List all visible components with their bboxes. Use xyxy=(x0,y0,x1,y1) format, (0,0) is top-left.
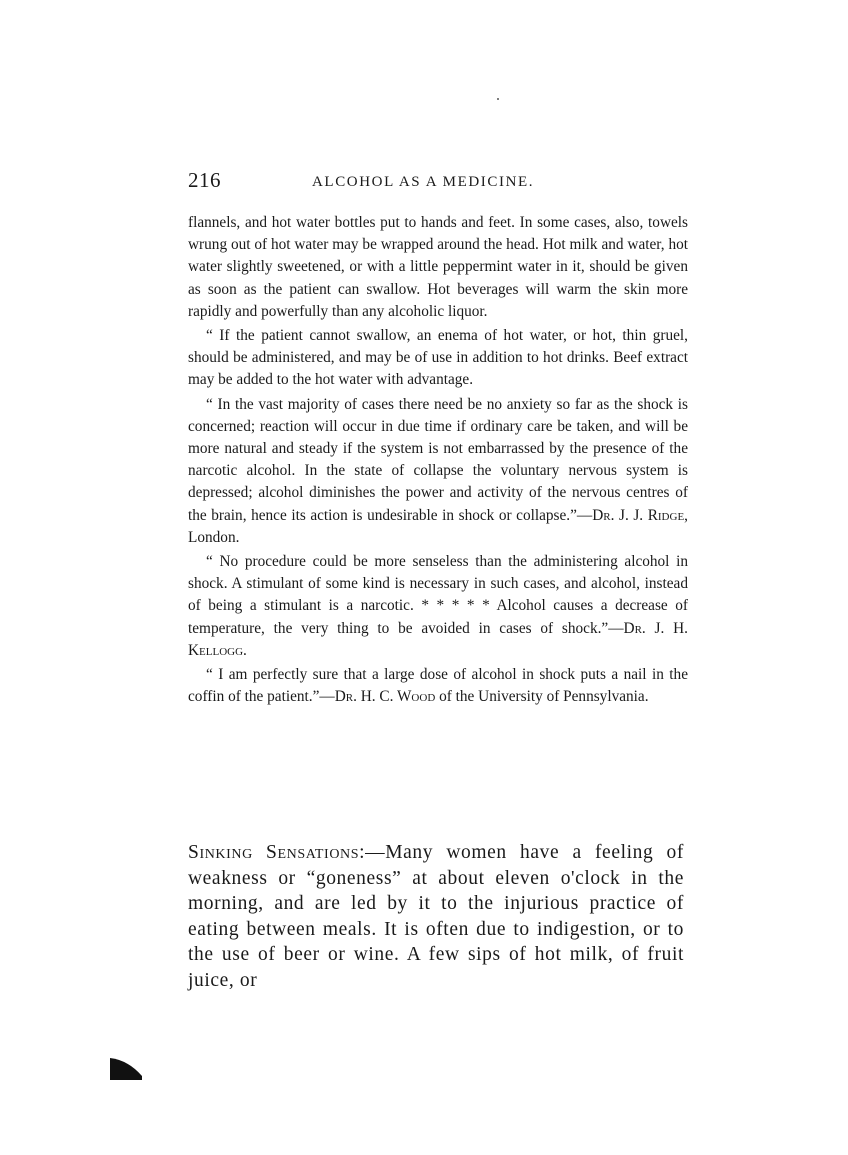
ink-speck xyxy=(497,98,499,100)
ridge-author: Dr. J. J. Ridge xyxy=(592,506,685,524)
running-title: ALCOHOL AS A MEDICINE. xyxy=(312,174,535,190)
quoted-text-block xyxy=(188,212,688,708)
section-sinking-sensations xyxy=(188,840,684,993)
kellogg-author: Dr. J. H. Kellogg xyxy=(188,619,688,659)
page-number: 216 xyxy=(188,168,221,192)
section-body: :—Many women have a feeling of weakness or “goneness” at about eleven o'clock in the morning, and are led by it to the injurious practice of eating between meals. It is often due to indigestion, or to the use of beer or wine. A few sips of hot milk, of fruit juice, or xyxy=(188,842,684,991)
paragraph-wood-quote xyxy=(188,664,688,708)
kellogg-end: . xyxy=(243,641,247,659)
wood-quote-text: “ I am perfectly sure that a large dose of alcohol in shock puts a nail in the coffin of the patient.”— xyxy=(188,666,688,706)
paragraph-enema: “ If the patient cannot swallow, an enema of hot water, or hot, thin gruel, should be administered, and may be of use in addition to hot drinks. Beef extract may be added to the hot water with advantage. xyxy=(188,327,688,389)
page-header xyxy=(188,168,688,198)
ridge-quote-text: “ In the vast majority of cases there need be no anxiety so far as the shock is concerned; reaction will occur in due time if ordinary care be taken, and will be more natural and steady if the system is not embarrassed by the presence of the narcotic alcohol. In the state of collapse the voluntary nervous system is depressed; alcohol diminishes the power and activity of the nervous centres of the brain, hence its action is undesirable in shock or collapse.”— xyxy=(188,395,688,524)
paragraph-ridge-quote xyxy=(188,394,688,549)
paragraph-continued: flannels, and hot water bottles put to hands and feet. In some cases, also, towels wrung out of hot water may be wrapped around the head. Hot milk and water, hot water slightly sweetened, or with a little peppermint water in it, should be given as soon as the patient can swallow. Hot beverages will warm the skin more rapidly and powerfully than any alcoholic liquor. xyxy=(188,214,688,320)
ridge-place: , London. xyxy=(188,506,688,546)
section-heading: Sinking Sensations xyxy=(188,842,360,863)
corner-mark-icon xyxy=(110,1058,142,1080)
wood-author: Dr. H. C. Wood xyxy=(334,688,436,706)
paragraph-kellogg-quote xyxy=(188,551,688,662)
kellogg-quote-text: “ No procedure could be more senseless than the administering alcohol in shock. A stimulant of some kind is necessary in such cases, and alcohol, instead of being a stimulant is a narcotic. * * * * * Alcohol causes a decrease of temperature, the very thing to be avoided in cases of shock.”— xyxy=(188,553,688,637)
wood-end: of the University of Pennsylvania. xyxy=(435,688,649,706)
